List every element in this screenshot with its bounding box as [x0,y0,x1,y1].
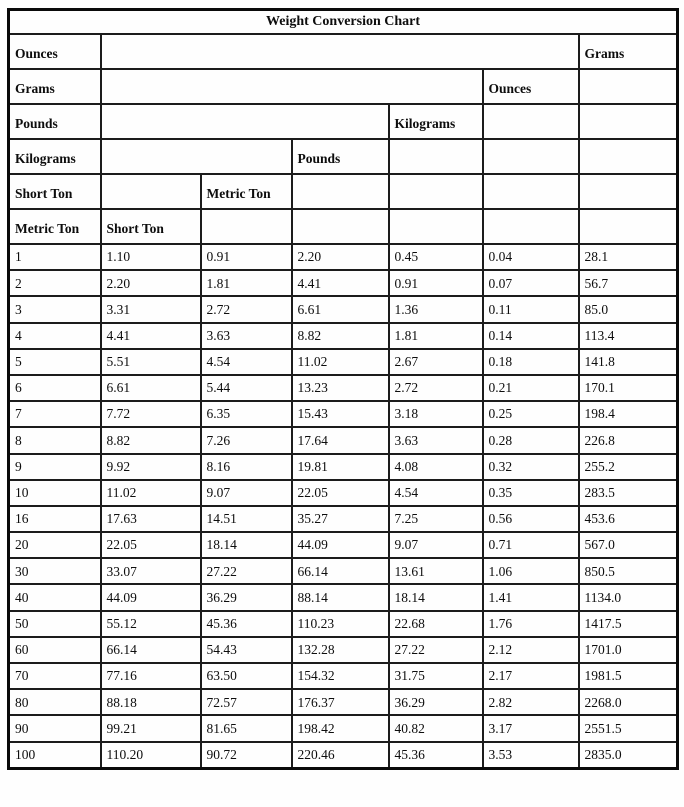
table-cell: 567.0 [579,532,678,558]
table-cell: 255.2 [579,454,678,480]
header-cell: Metric Ton [201,174,292,209]
table-cell: 198.4 [579,401,678,427]
table-cell: 27.22 [201,558,292,584]
title-row [9,10,678,35]
header-cell-empty [101,139,292,174]
header-cell: Ounces [483,69,579,104]
table-cell: 4.54 [389,480,483,506]
header-cell-empty [483,209,579,244]
table-cell: 0.14 [483,323,579,349]
table-cell: 100 [9,742,101,769]
table-cell: 170.1 [579,375,678,401]
table-cell: 27.22 [389,637,483,663]
table-cell: 0.07 [483,270,579,296]
header-cell-empty [292,174,389,209]
header-cell: Ounces [9,34,101,69]
table-cell: 9.92 [101,454,201,480]
table-cell: 18.14 [389,584,483,610]
table-cell: 3.63 [201,323,292,349]
table-row [9,296,678,322]
header-cell: Pounds [292,139,389,174]
table-cell: 8 [9,427,101,453]
table-cell: 81.65 [201,715,292,741]
table-cell: 7.26 [201,427,292,453]
table-cell: 11.02 [292,349,389,375]
table-cell: 2835.0 [579,742,678,769]
header-cell-empty [579,69,678,104]
table-row [9,427,678,453]
table-cell: 0.21 [483,375,579,401]
table-cell: 36.29 [389,689,483,715]
table-cell: 5.51 [101,349,201,375]
header-cell-empty [101,69,483,104]
table-cell: 99.21 [101,715,201,741]
table-cell: 110.23 [292,611,389,637]
table-cell: 1.06 [483,558,579,584]
table-cell: 18.14 [201,532,292,558]
table-cell: 85.0 [579,296,678,322]
table-cell: 220.46 [292,742,389,769]
header-cell: Short Ton [9,174,101,209]
table-cell: 9.07 [201,480,292,506]
table-cell: 7.72 [101,401,201,427]
table-cell: 8.82 [101,427,201,453]
table-row [9,637,678,663]
table-cell: 6.61 [292,296,389,322]
table-cell: 6.61 [101,375,201,401]
table-cell: 198.42 [292,715,389,741]
header-cell-empty [101,174,201,209]
table-row [9,244,678,270]
header-cell: Short Ton [101,209,201,244]
table-cell: 0.32 [483,454,579,480]
table-cell: 30 [9,558,101,584]
table-cell: 2.72 [389,375,483,401]
table-cell: 80 [9,689,101,715]
table-cell: 3.53 [483,742,579,769]
table-cell: 2.82 [483,689,579,715]
table-cell: 0.91 [201,244,292,270]
table-cell: 11.02 [101,480,201,506]
table-cell: 2.12 [483,637,579,663]
table-cell: 1.10 [101,244,201,270]
table-cell: 13.61 [389,558,483,584]
table-row [9,742,678,769]
table-cell: 132.28 [292,637,389,663]
table-cell: 0.11 [483,296,579,322]
table-cell: 283.5 [579,480,678,506]
header-cell-empty [292,209,389,244]
table-cell: 56.7 [579,270,678,296]
header-row [9,139,678,174]
table-row [9,663,678,689]
header-cell-empty [483,174,579,209]
table-row [9,349,678,375]
table-cell: 60 [9,637,101,663]
table-cell: 1.36 [389,296,483,322]
table-cell: 72.57 [201,689,292,715]
header-row [9,209,678,244]
table-cell: 3.31 [101,296,201,322]
table-cell: 1981.5 [579,663,678,689]
header-cell-empty [101,34,579,69]
table-cell: 44.09 [292,532,389,558]
table-cell: 90.72 [201,742,292,769]
table-row [9,375,678,401]
header-cell: Grams [9,69,101,104]
table-cell: 0.71 [483,532,579,558]
table-row [9,611,678,637]
table-row [9,323,678,349]
table-cell: 66.14 [292,558,389,584]
header-cell: Pounds [9,104,101,139]
header-cell-empty [201,209,292,244]
table-cell: 0.04 [483,244,579,270]
table-cell: 14.51 [201,506,292,532]
table-cell: 45.36 [389,742,483,769]
table-cell: 0.28 [483,427,579,453]
header-cell-empty [389,209,483,244]
table-cell: 22.05 [101,532,201,558]
table-cell: 176.37 [292,689,389,715]
table-cell: 4.08 [389,454,483,480]
table-cell: 1.81 [201,270,292,296]
table-cell: 22.05 [292,480,389,506]
table-cell: 40.82 [389,715,483,741]
table-cell: 1134.0 [579,584,678,610]
table-cell: 70 [9,663,101,689]
table-cell: 3.63 [389,427,483,453]
header-cell-empty [579,209,678,244]
header-cell: Metric Ton [9,209,101,244]
table-cell: 50 [9,611,101,637]
table-cell: 0.35 [483,480,579,506]
table-cell: 113.4 [579,323,678,349]
header-cell: Kilograms [9,139,101,174]
table-row [9,584,678,610]
table-cell: 226.8 [579,427,678,453]
table-cell: 0.45 [389,244,483,270]
table-cell: 88.14 [292,584,389,610]
table-cell: 453.6 [579,506,678,532]
table-cell: 2 [9,270,101,296]
table-cell: 2.67 [389,349,483,375]
table-cell: 2.20 [101,270,201,296]
table-cell: 7.25 [389,506,483,532]
table-cell: 54.43 [201,637,292,663]
table-cell: 17.63 [101,506,201,532]
table-cell: 850.5 [579,558,678,584]
header-row [9,174,678,209]
table-cell: 3.17 [483,715,579,741]
header-row [9,34,678,69]
table-cell: 17.64 [292,427,389,453]
table-cell: 4 [9,323,101,349]
table-row [9,401,678,427]
table-cell: 36.29 [201,584,292,610]
table-cell: 0.56 [483,506,579,532]
header-cell: Kilograms [389,104,483,139]
table-cell: 63.50 [201,663,292,689]
table-cell: 5 [9,349,101,375]
table-cell: 2.17 [483,663,579,689]
table-cell: 1.41 [483,584,579,610]
header-cell-empty [389,139,483,174]
table-cell: 6.35 [201,401,292,427]
table-cell: 4.54 [201,349,292,375]
table-cell: 13.23 [292,375,389,401]
header-cell-empty [101,104,389,139]
table-cell: 16 [9,506,101,532]
table-cell: 2.20 [292,244,389,270]
table-cell: 10 [9,480,101,506]
table-title: Weight Conversion Chart [9,10,678,35]
table-row [9,270,678,296]
table-cell: 6 [9,375,101,401]
table-cell: 44.09 [101,584,201,610]
table-cell: 4.41 [101,323,201,349]
table-cell: 31.75 [389,663,483,689]
table-cell: 2268.0 [579,689,678,715]
table-cell: 22.68 [389,611,483,637]
table-row [9,558,678,584]
table-cell: 141.8 [579,349,678,375]
table-cell: 40 [9,584,101,610]
table-cell: 55.12 [101,611,201,637]
table-cell: 9.07 [389,532,483,558]
table-cell: 154.32 [292,663,389,689]
table-cell: 45.36 [201,611,292,637]
table-row [9,532,678,558]
header-cell-empty [579,104,678,139]
table-cell: 3 [9,296,101,322]
table-cell: 5.44 [201,375,292,401]
header-row [9,104,678,139]
table-cell: 2.72 [201,296,292,322]
table-cell: 1417.5 [579,611,678,637]
table-cell: 9 [9,454,101,480]
table-cell: 1.81 [389,323,483,349]
table-cell: 8.82 [292,323,389,349]
table-cell: 88.18 [101,689,201,715]
table-cell: 0.25 [483,401,579,427]
header-cell-empty [579,174,678,209]
table-cell: 4.41 [292,270,389,296]
table-cell: 0.18 [483,349,579,375]
header-row [9,69,678,104]
table-row [9,454,678,480]
table-row [9,480,678,506]
table-cell: 2551.5 [579,715,678,741]
table-cell: 90 [9,715,101,741]
table-cell: 3.18 [389,401,483,427]
header-cell-empty [579,139,678,174]
table-row [9,715,678,741]
table-header [9,10,678,245]
table-cell: 28.1 [579,244,678,270]
table-row [9,689,678,715]
header-cell-empty [483,104,579,139]
table-cell: 15.43 [292,401,389,427]
header-cell-empty [389,174,483,209]
table-cell: 77.16 [101,663,201,689]
table-cell: 19.81 [292,454,389,480]
table-cell: 7 [9,401,101,427]
table-cell: 0.91 [389,270,483,296]
table-cell: 33.07 [101,558,201,584]
header-cell: Grams [579,34,678,69]
header-cell-empty [483,139,579,174]
table-body [9,244,678,768]
table-cell: 110.20 [101,742,201,769]
table-row [9,506,678,532]
table-cell: 1 [9,244,101,270]
table-cell: 20 [9,532,101,558]
weight-conversion-table [7,8,679,770]
table-cell: 35.27 [292,506,389,532]
table-cell: 66.14 [101,637,201,663]
table-cell: 1701.0 [579,637,678,663]
table-cell: 1.76 [483,611,579,637]
table-cell: 8.16 [201,454,292,480]
